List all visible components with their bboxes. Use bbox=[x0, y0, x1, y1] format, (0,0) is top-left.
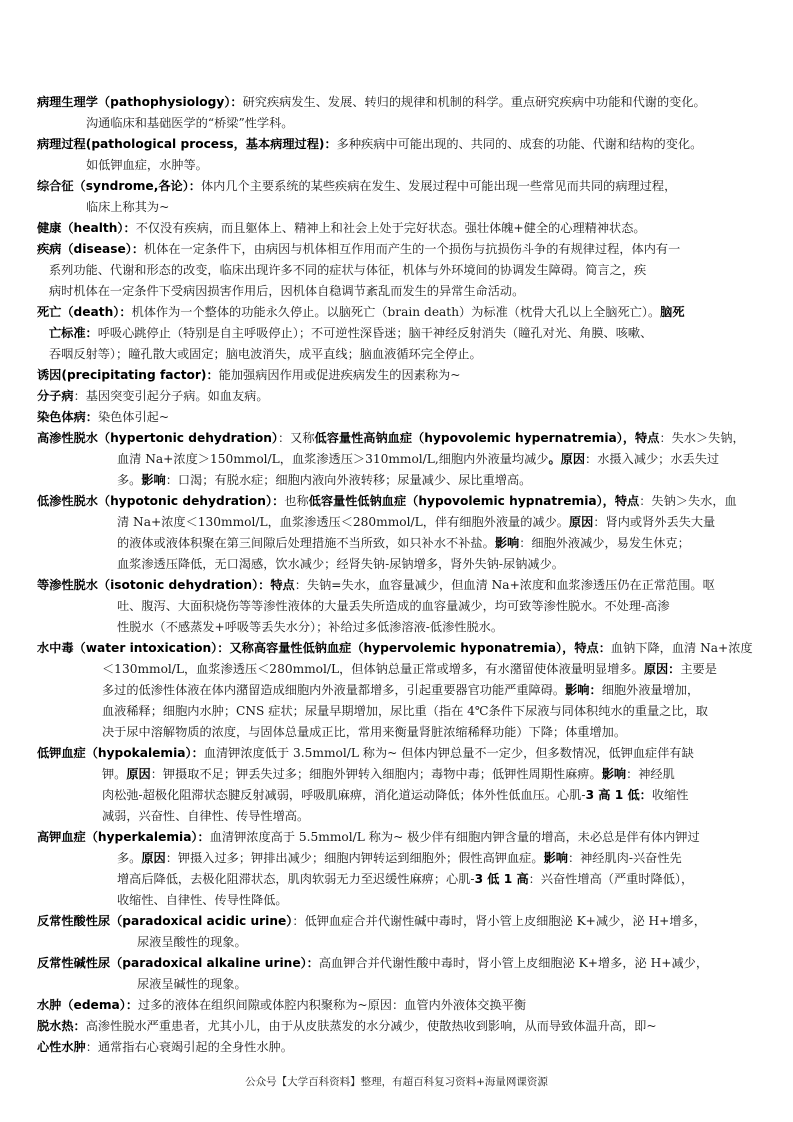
entry-continuation-line bbox=[37, 554, 759, 575]
body-text: 如低钾血症，水肿等。 bbox=[86, 158, 208, 172]
body-text: 血清钾浓度高于 5.5mmol/L 称为~ 极少伴有细胞内钾含量的增高，未必总是伴有体内钾过 bbox=[209, 830, 700, 844]
body-text: ：兴奋性增高（严重时降低）， bbox=[528, 872, 694, 886]
entry-continuation-line bbox=[37, 932, 759, 953]
bold-label: 3 高 1 低： bbox=[585, 788, 652, 802]
page-footer bbox=[0, 1074, 793, 1089]
entry-first-line bbox=[37, 1016, 759, 1037]
body-text: ：水摄入减少；水丢失过 bbox=[585, 452, 720, 466]
body-text: 多。 bbox=[117, 473, 142, 487]
body-text: 研究疾病发生、发展、转归的规律和机制的科学。重点研究疾病中功能和代谢的变化。 bbox=[242, 95, 706, 109]
term-heading: 病理过程(pathological process，基本病理过程)： bbox=[37, 137, 337, 151]
body-text: 尿液呈酸性的现象。 bbox=[137, 935, 247, 949]
entry-first-line bbox=[37, 407, 759, 428]
body-text: ：肾内或肾外丢失大量 bbox=[593, 515, 716, 529]
entry-first-line bbox=[37, 953, 759, 974]
footer-text: 公众号【大学百科资料】整理，有超百科复习资料+海量网课资源 bbox=[245, 1076, 548, 1088]
definition-entry bbox=[37, 827, 759, 911]
term-heading: 低渗性脱水（hypotonic dehydration）： bbox=[37, 494, 285, 508]
entry-continuation-line bbox=[37, 197, 759, 218]
body-text: ：神经肌肉-兴奋性先 bbox=[567, 851, 682, 865]
body-text: 机体在一定条件下，由病因与机体相互作用而产生的一个损伤与抗损伤斗争的有规律过程，体内有一 bbox=[144, 242, 681, 256]
bold-label: 3 低 1 高 bbox=[474, 872, 529, 886]
entry-first-line bbox=[37, 386, 759, 407]
definition-entry bbox=[37, 239, 759, 302]
definition-entry bbox=[37, 491, 759, 575]
definition-entry bbox=[37, 176, 759, 218]
body-text: 高渗性脱水严重患者，尤其小儿，由于从皮肤蒸发的水分减少，使散热收到影响，从而导致体温升高，即~ bbox=[85, 1019, 657, 1033]
term-heading: 水中毒（water intoxication）：又称高容量性低钠血症（hypervolemic hyponatremia），特点： bbox=[37, 641, 611, 655]
body-text: 收缩性、自律性、传导性降低。 bbox=[117, 893, 288, 907]
body-text: 决于尿中溶解物质的浓度，与固体总量成正比，常用来衡量肾脏浓缩稀释功能）下降；体重增加。 bbox=[102, 725, 627, 739]
body-text: ：钾摄取不足；钾丢失过多；细胞外钾转入细胞内；毒物中毒；低钾性周期性麻痹。 bbox=[150, 767, 602, 781]
entry-continuation-line bbox=[37, 281, 759, 302]
body-text: 性脱水（不感蒸发+呼吸等丢失水分）；补给过多低渗溶液-低渗性脱水。 bbox=[117, 620, 504, 634]
body-text: 高血钾合并代谢性酸中毒时，肾小管上皮细胞泌 K+增多，泌 H+减少， bbox=[318, 956, 709, 970]
definition-entry bbox=[37, 575, 759, 638]
entry-first-line bbox=[37, 743, 759, 764]
entry-continuation-line bbox=[37, 155, 759, 176]
term-heading: 水肿（edema）： bbox=[37, 998, 139, 1012]
term-heading: 心性水肿 bbox=[37, 1040, 86, 1054]
entry-continuation-line bbox=[37, 512, 759, 533]
bold-label: 原因 bbox=[141, 851, 166, 865]
body-text: 主要是 bbox=[680, 662, 717, 676]
bold-label: 影响： bbox=[565, 683, 602, 697]
body-text: 肉松弛-超极化阻滞状态腱反射减弱，呼吸肌麻痹，消化道运动降低；体外性低血压。心肌- bbox=[102, 788, 586, 802]
entry-continuation-line bbox=[37, 890, 759, 911]
term-heading: 综合征（syndrome,各论）： bbox=[37, 179, 201, 193]
term-heading: 反常性酸性尿（paradoxical acidic urine） bbox=[37, 914, 293, 928]
term-heading: 疾病（disease）： bbox=[37, 242, 145, 256]
body-text: 沟通临床和基础医学的“桥梁”性学科。 bbox=[86, 116, 294, 130]
body-text: ：通常指右心衰竭引起的全身性水肿。 bbox=[85, 1040, 293, 1054]
entry-first-line bbox=[37, 92, 759, 113]
body-text: ：钾摄入过多；钾排出减少；细胞内钾转运到细胞外；假性高钾血症。 bbox=[165, 851, 544, 865]
term-heading: 高钾血症（hyperkalemia）： bbox=[37, 830, 210, 844]
body-text: 能加强病因作用或促进疾病发生的因素称为~ bbox=[218, 368, 461, 382]
body-text: 多种疾病中可能出现的、共同的、成套的功能、代谢和结构的变化。 bbox=[336, 137, 703, 151]
definition-entry bbox=[37, 1016, 759, 1037]
entry-continuation-line bbox=[37, 470, 759, 491]
definition-entry bbox=[37, 743, 759, 827]
entry-continuation-line bbox=[37, 680, 759, 701]
term-heading: 健康（health）： bbox=[37, 221, 136, 235]
body-text: 机体作为一个整体的功能永久停止。以脑死亡（brain death）为标准（枕骨大孔以上全脑死亡）。 bbox=[131, 305, 661, 319]
definition-entry bbox=[37, 365, 759, 386]
entry-first-line bbox=[37, 134, 759, 155]
entry-continuation-line bbox=[37, 449, 759, 470]
body-text: 血液稀释；细胞内水肿；CNS 症状；尿量早期增加，尿比重（指在 4℃条件下尿液与同体积纯水的重量之比，取 bbox=[102, 704, 708, 718]
definition-entry bbox=[37, 386, 759, 407]
body-text: 过多的液体在组织间隙或体腔内积聚称为~原因：血管内外液体交换平衡 bbox=[138, 998, 527, 1012]
definition-entry bbox=[37, 1037, 759, 1058]
body-text: 钾。 bbox=[102, 767, 127, 781]
body-text: 体内几个主要系统的某些疾病在发生、发展过程中可能出现一些常见而共同的病理过程， bbox=[200, 179, 677, 193]
entry-first-line bbox=[37, 176, 759, 197]
bold-label: 。原因 bbox=[548, 452, 586, 466]
body-text: 也称 bbox=[284, 494, 309, 508]
entry-continuation-line bbox=[37, 533, 759, 554]
term-heading: 染色体病： bbox=[37, 410, 98, 424]
entry-first-line bbox=[37, 575, 759, 596]
entry-continuation-line bbox=[37, 974, 759, 995]
entry-continuation-line bbox=[37, 848, 759, 869]
entry-first-line bbox=[37, 911, 759, 932]
bold-label: 低容量性高钠血症（hypovolemic hypernatremia），特点 bbox=[314, 431, 660, 445]
document-page bbox=[37, 92, 759, 1058]
entry-first-line bbox=[37, 827, 759, 848]
body-text: ：细胞外液减少，易发生休克； bbox=[519, 536, 690, 550]
body-text: 病时机体在一定条件下受病因损害作用后，因机体自稳调节紊乱而发生的异常生命活动。 bbox=[49, 284, 525, 298]
body-text: 细胞外液量增加， bbox=[601, 683, 700, 697]
entry-continuation-line bbox=[37, 260, 759, 281]
body-text: 系列功能、代谢和形态的改变，临床出现许多不同的症状与体征，机体与外环境间的协调发生障碍。简言之，疾 bbox=[49, 263, 647, 277]
definition-entry bbox=[37, 953, 759, 995]
entry-first-line bbox=[37, 239, 759, 260]
bold-label: 影响 bbox=[141, 473, 166, 487]
definition-entry bbox=[37, 407, 759, 428]
term-heading: 死亡（death）： bbox=[37, 305, 132, 319]
body-text: 血清 Na+浓度＞150mmol/L，血浆渗透压＞310mmol/L,细胞内外液量均减少 bbox=[117, 452, 549, 466]
entry-continuation-line bbox=[37, 722, 759, 743]
entry-continuation-line bbox=[37, 596, 759, 617]
body-text: ＜130mmol/L，血浆渗透压＜280mmol/L，但体钠总量正常或增多，有水潴留使体液量明显增多。 bbox=[102, 662, 644, 676]
entry-continuation-line bbox=[37, 806, 759, 827]
entry-continuation-line bbox=[37, 659, 759, 680]
entry-first-line bbox=[37, 302, 759, 323]
entry-continuation-line bbox=[37, 785, 759, 806]
entry-first-line bbox=[37, 1037, 759, 1058]
entry-continuation-line bbox=[37, 323, 759, 344]
definition-entry bbox=[37, 134, 759, 176]
body-text: ：口渴；有脱水症；细胞内液向外液转移；尿量减少、尿比重增高。 bbox=[165, 473, 532, 487]
entry-first-line bbox=[37, 428, 759, 449]
body-text: 多。 bbox=[117, 851, 142, 865]
bold-label: 原因： bbox=[643, 662, 681, 676]
bold-label: 亡标准： bbox=[49, 326, 98, 340]
body-text: 吐、腹泻、大面积烧伤等等渗性液体的大量丢失所造成的血容量减少，均可致等渗性脱水。不处理-高渗 bbox=[117, 599, 670, 613]
entry-first-line bbox=[37, 995, 759, 1016]
bold-label: 影响 bbox=[601, 767, 627, 781]
body-text: ：基因突变引起分子病。如血友病。 bbox=[73, 389, 269, 403]
definition-entry bbox=[37, 911, 759, 953]
entry-continuation-line bbox=[37, 701, 759, 722]
body-text: 增高后降低，去极化阻滞状态，肌肉软弱无力至迟缓性麻痹；心肌- bbox=[117, 872, 475, 886]
body-text: 多过的低渗性体液在体内潴留造成细胞内外液量都增多，引起重要器官功能严重障碍。 bbox=[102, 683, 566, 697]
body-text: ：低钾血症合并代谢性碱中毒时，肾小管上皮细胞泌 K+减少，泌 H+增多， bbox=[292, 914, 706, 928]
body-text: 呼吸心跳停止（特别是自主呼吸停止）；不可逆性深昏迷；脑干神经反射消失（瞳孔对光、角膜、咳嗽、 bbox=[97, 326, 653, 340]
bold-label: 影响 bbox=[494, 536, 520, 550]
bold-label: 影响 bbox=[543, 851, 568, 865]
entry-continuation-line bbox=[37, 869, 759, 890]
entry-first-line bbox=[37, 491, 759, 512]
bold-label: 原因 bbox=[568, 515, 594, 529]
term-heading: 等渗性脱水（isotonic dehydration）：特点 bbox=[37, 578, 295, 592]
body-text: ：神经肌 bbox=[626, 767, 675, 781]
definition-entry bbox=[37, 92, 759, 134]
entry-continuation-line bbox=[37, 617, 759, 638]
body-text: 吞咽反射等）；瞳孔散大或固定；脑电波消失，成平直线；脑血液循环完全停止。 bbox=[49, 347, 482, 361]
entry-continuation-line bbox=[37, 764, 759, 785]
body-text: ：又称 bbox=[277, 431, 315, 445]
body-text: ：失水＞失钠， bbox=[659, 431, 745, 445]
definition-entry bbox=[37, 302, 759, 365]
definition-entry bbox=[37, 638, 759, 743]
body-text: ：失钠＞失水，血 bbox=[639, 494, 737, 508]
body-text: 减弱，兴奋性、自律性、传导性增高。 bbox=[102, 809, 310, 823]
body-text: 血清钾浓度低于 3.5mmol/L 称为~ 但体内钾总量不一定少，但多数情况，低钾血症伴有缺 bbox=[203, 746, 694, 760]
entry-first-line bbox=[37, 365, 759, 386]
body-text: 的液体或液体积聚在第三间隙后处理措施不当所致，如只补水不补盐。 bbox=[117, 536, 495, 550]
term-heading: 诱因(precipitating factor)： bbox=[37, 368, 219, 382]
bold-label: 低容量性低钠血症（hypovolemic hypnatremia），特点 bbox=[308, 494, 640, 508]
definition-entry bbox=[37, 218, 759, 239]
body-text: 血浆渗透压降低，无口渴感，饮水减少；经肾失钠-尿钠增多，肾外失钠-尿钠减少。 bbox=[117, 557, 564, 571]
bold-label: 原因 bbox=[126, 767, 151, 781]
definition-entry bbox=[37, 995, 759, 1016]
entry-continuation-line bbox=[37, 344, 759, 365]
entry-first-line bbox=[37, 218, 759, 239]
term-heading: 低钾血症（hypokalemia）： bbox=[37, 746, 204, 760]
body-text: 清 Na+浓度＜130mmol/L，血浆渗透压＜280mmol/L，伴有细胞外液量的减少。 bbox=[117, 515, 569, 529]
body-text: ：失钠=失水，血容量减少，但血清 Na+浓度和血浆渗透压仍在正常范围。呕 bbox=[294, 578, 715, 592]
body-text: 临床上称其为~ bbox=[86, 200, 170, 214]
body-text: 血钠下降，血清 Na+浓度 bbox=[610, 641, 753, 655]
body-text: 不仅没有疾病，而且躯体上、精神上和社会上处于完好状态。强壮体魄+健全的心理精神状态。 bbox=[135, 221, 646, 235]
body-text: 染色体引起~ bbox=[97, 410, 170, 424]
bold-label: 脑死 bbox=[660, 305, 685, 319]
entry-continuation-line bbox=[37, 113, 759, 134]
term-heading: 反常性碱性尿（paradoxical alkaline urine）： bbox=[37, 956, 319, 970]
body-text: 收缩性 bbox=[651, 788, 689, 802]
term-heading: 高渗性脱水（hypertonic dehydration） bbox=[37, 431, 278, 445]
entry-first-line bbox=[37, 638, 759, 659]
term-heading: 分子病 bbox=[37, 389, 74, 403]
term-heading: 脱水热： bbox=[37, 1019, 86, 1033]
body-text: 尿液呈碱性的现象。 bbox=[137, 977, 247, 991]
definition-entry bbox=[37, 428, 759, 491]
term-heading: 病理生理学（pathophysiology）： bbox=[37, 95, 243, 109]
